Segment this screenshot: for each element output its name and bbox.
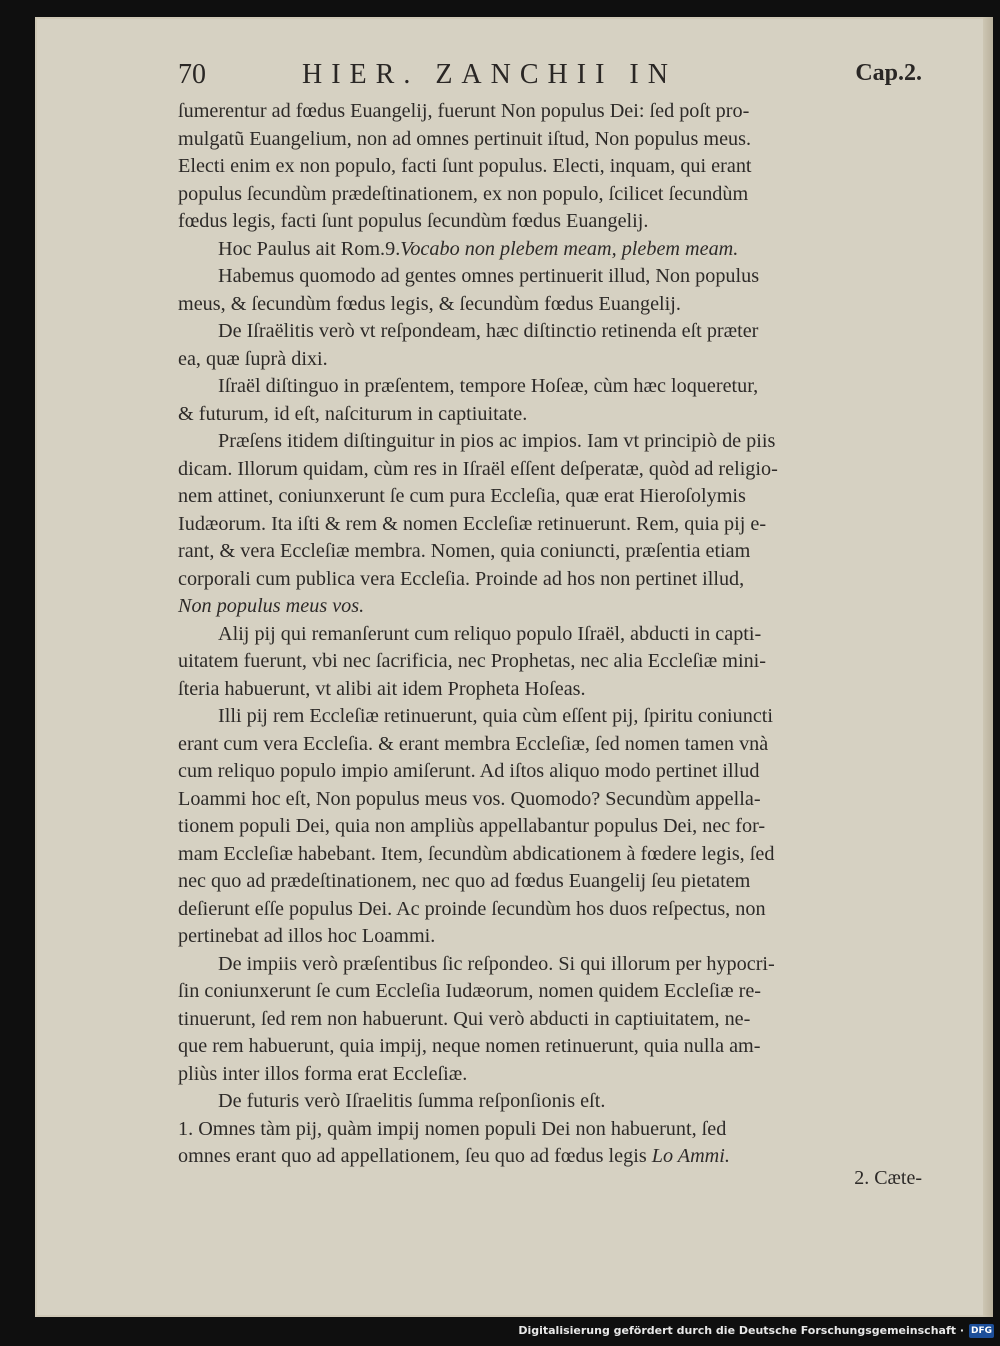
text-line [178, 181, 923, 209]
text-line [178, 1116, 923, 1144]
text-line [178, 511, 923, 539]
text-line [178, 428, 923, 456]
footer-bar [0, 1317, 1000, 1346]
line-text: ſumerentur ad fœdus Euangelij, fuerunt Non populus Dei: ſed poſt pro- [178, 100, 750, 122]
line-text: De Iſraëlitis verò vt reſpondeam, hæc diſtinctio retinenda eſt præter [218, 320, 759, 342]
text-line [178, 208, 923, 236]
line-text: ſteria habuerunt, vt alibi ait idem Propheta Hoſeas. [178, 677, 586, 700]
line-text: & futurum, id eſt, naſciturum in captiuitate. [178, 402, 528, 425]
text-line [178, 456, 923, 484]
line-text: mulgatũ Euangelium, non ad omnes pertinuit iſtud, Non populus meus. [178, 127, 752, 150]
text-line [178, 923, 923, 951]
line-text: Electi enim ex non populo, facti ſunt populus. Electi, inquam, qui erant [178, 155, 752, 177]
text-line [178, 648, 923, 676]
text-line [178, 813, 923, 841]
line-text: rant, & vera Eccleſiæ membra. Nomen, quia coniuncti, præſentia etiam [178, 540, 751, 562]
text-line [178, 153, 923, 181]
line-text: Habemus quomodo ad gentes omnes pertinuerit illud, Non populus [218, 265, 760, 287]
line-text: que rem habuerunt, quia impij, neque nomen retinuerunt, quia nulla am- [178, 1035, 761, 1057]
text-line [178, 538, 923, 566]
line-text: nec quo ad prædeſtinationem, nec quo ad fœdus Euangelij ſeu pietatem [178, 870, 751, 892]
line-text: populus ſecundùm prædeſtinationem, ex non populo, ſcilicet ſecundùm [178, 182, 749, 205]
text-line [178, 731, 923, 759]
line-text: uitatem fuerunt, vbi nec ſacrificia, nec Prophetas, nec alia Eccleſiæ mini- [178, 650, 767, 672]
text-line [178, 263, 923, 291]
body-text [178, 98, 923, 1171]
funding-credit: Digitalisierung gefördert durch die Deutsche Forschungsgemeinschaft · [518, 1324, 964, 1337]
line-text: erant cum vera Eccleſia. & erant membra Eccleſiæ, ſed nomen tamen vnà [178, 732, 769, 755]
text-line [178, 126, 923, 154]
text-line [178, 483, 923, 511]
line-italic-text: Lo Ammi. [651, 1145, 730, 1167]
text-line [178, 951, 923, 979]
text-line [178, 318, 923, 346]
text-line [178, 1088, 923, 1116]
chapter-label: Cap.2. [855, 60, 922, 86]
text-line [178, 786, 923, 814]
line-text: pertinebat ad illos hoc Loammi. [178, 925, 436, 947]
text-line [178, 868, 923, 896]
line-text: mam Eccleſiæ habebant. Item, ſecundùm abdicationem à fœdere legis, ſed [178, 842, 775, 865]
line-text: omnes erant quo ad appellationem, ſeu quo ad fœdus legis [178, 1145, 652, 1167]
line-text: dicam. Illorum quidam, cùm res in Iſraël eſſent deſperatæ, quòd ad religio- [178, 457, 778, 480]
text-line [178, 373, 923, 401]
line-text: ea, quæ ſuprà dixi. [178, 347, 328, 370]
line-text: nem attinet, coniunxerunt ſe cum pura Eccleſia, quæ erat Hieroſolymis [178, 485, 746, 507]
line-text: Loammi hoc eſt, Non populus meus vos. Quomodo? Secundùm appella- [178, 787, 761, 810]
line-text: corporali cum publica vera Eccleſia. Proinde ad hos non pertinet illud, [178, 567, 745, 590]
text-line [178, 236, 923, 264]
line-text: 1. Omnes tàm pij, quàm impij nomen populi Dei non habuerunt, ſed [178, 1117, 727, 1140]
text-line [178, 346, 923, 374]
text-line [178, 621, 923, 649]
line-text: De futuris verò Iſraelitis ſumma reſponſionis eſt. [218, 1090, 606, 1112]
text-line [178, 896, 923, 924]
line-text: Iudæorum. Ita iſti & rem & nomen Eccleſiæ retinuerunt. Rem, quia pij e- [178, 512, 767, 535]
line-text: Præſens itidem diſtinguitur in pios ac impios. Iam vt principiò de piis [218, 430, 776, 452]
line-text: De impiis verò præſentibus ſic reſpondeo. Si qui illorum per hypocri- [218, 952, 775, 975]
text-line [178, 1006, 923, 1034]
text-line [178, 98, 923, 126]
line-text: meus, & ſecundùm fœdus legis, & ſecundùm fœdus Euangelij. [178, 292, 681, 315]
line-text: Alij pij qui remanſerunt cum reliquo populo Iſraël, abducti in capti- [218, 622, 762, 645]
text-line [178, 291, 923, 319]
line-text: tinuerunt, ſed rem non habuerunt. Qui verò abducti in captiuitatem, ne- [178, 1007, 751, 1030]
running-head: HIER. ZANCHII IN [302, 59, 677, 90]
text-line [178, 593, 923, 621]
line-text: fœdus legis, facti ſunt populus ſecundùm fœdus Euangelij. [178, 210, 649, 232]
line-text: pliùs inter illos forma erat Eccleſiæ. [178, 1062, 468, 1085]
text-line [178, 841, 923, 869]
text-line [178, 978, 923, 1006]
page-edge [983, 17, 993, 1317]
line-italic-text: Non populus meus vos. [178, 595, 365, 617]
text-line [178, 401, 923, 429]
line-text: Hoc Paulus ait Rom.9. [218, 237, 401, 260]
text-line [178, 1143, 923, 1171]
line-text: Iſraël diſtinguo in præſentem, tempore Hoſeæ, cùm hæc loqueretur, [218, 375, 759, 397]
line-text: tionem populi Dei, quia non ampliùs appellabantur populus Dei, nec for- [178, 815, 766, 837]
text-line [178, 703, 923, 731]
text-line [178, 758, 923, 786]
page-number: 70 [178, 59, 206, 90]
text-line [178, 676, 923, 704]
text-line [178, 1061, 923, 1089]
line-text: Illi pij rem Eccleſiæ retinuerunt, quia cùm eſſent pij, ſpiritu coniuncti [218, 705, 774, 727]
text-line [178, 1033, 923, 1061]
line-italic-text: Vocabo non plebem meam, plebem meam. [400, 237, 739, 260]
catchword: 2. Cæte- [854, 1167, 922, 1189]
dfg-logo: DFG [970, 1326, 992, 1336]
line-text: ſin coniunxerunt ſe cum Eccleſia Iudæorum, nomen quidem Eccleſiæ re- [178, 980, 762, 1002]
text-line [178, 566, 923, 594]
line-text: cum reliquo populo impio amiſerunt. Ad iſtos aliquo modo pertinet illud [178, 760, 760, 782]
line-text: deſierunt eſſe populus Dei. Ac proinde ſecundùm hos duos reſpectus, non [178, 897, 766, 920]
